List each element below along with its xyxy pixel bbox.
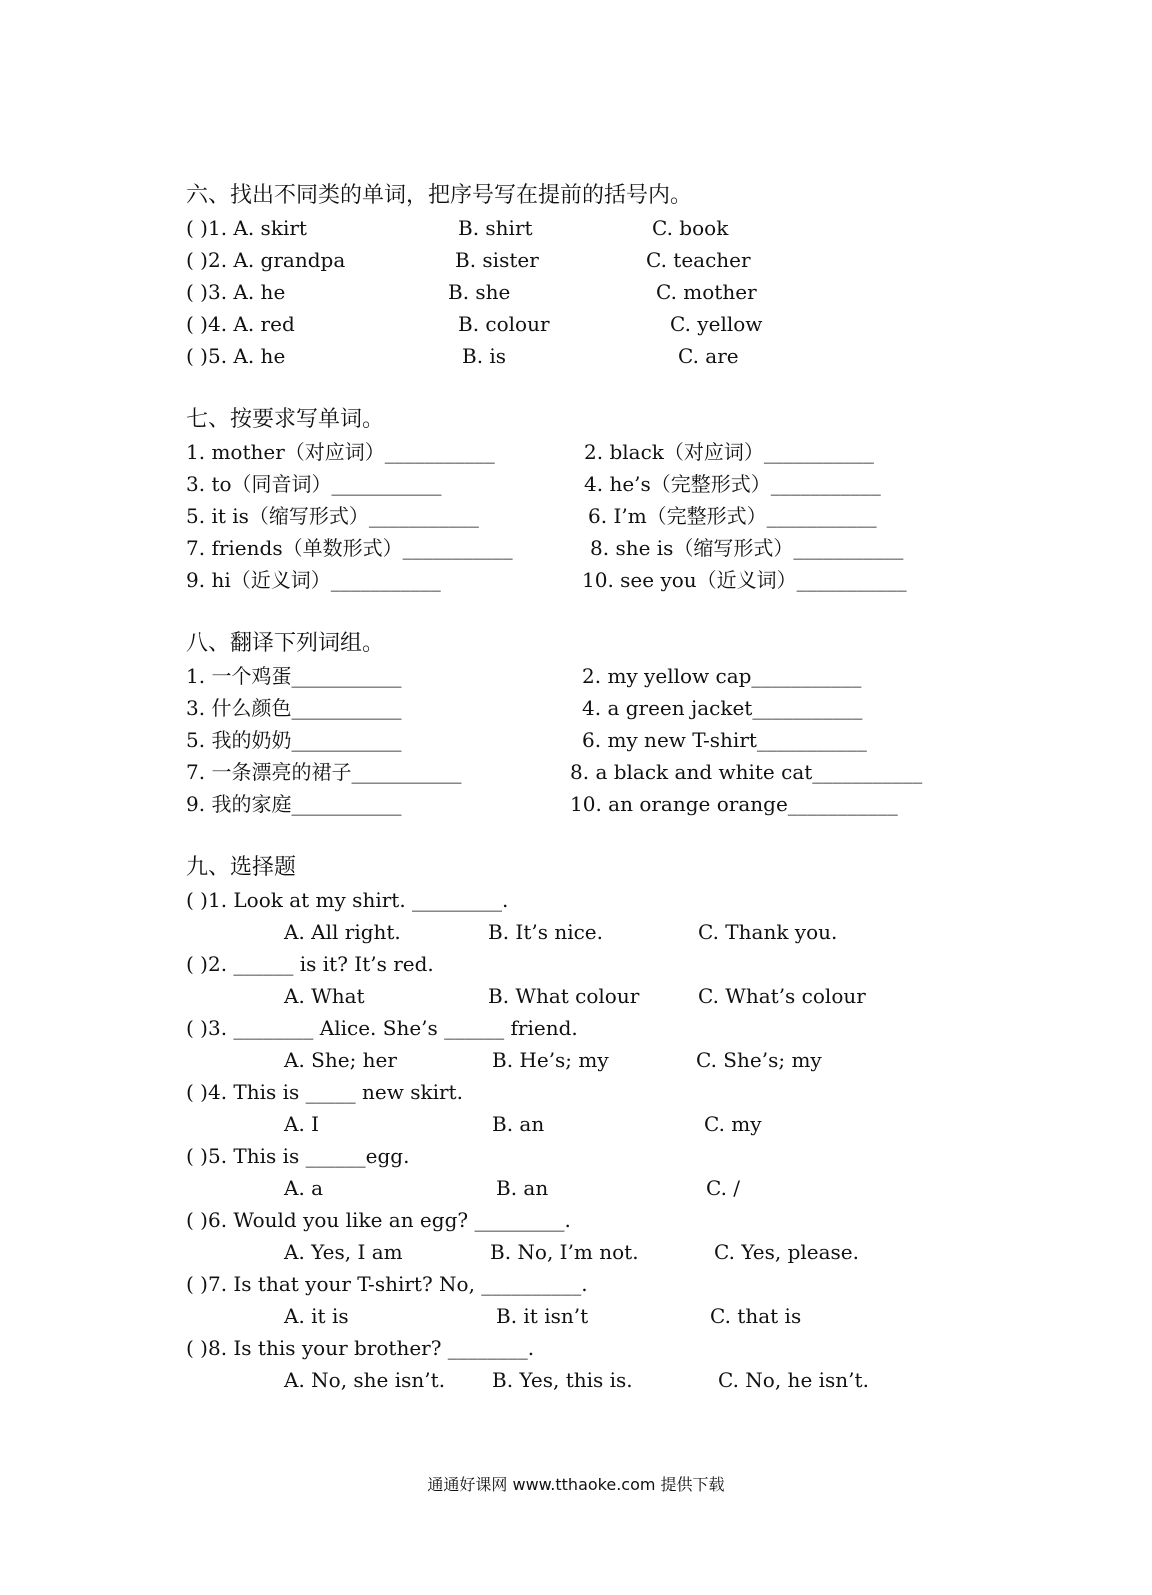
option-c: C. Thank you. [698, 920, 838, 944]
item-left: 1. 一个鸡蛋___________ [186, 664, 402, 688]
option-c: C. Yes, please. [714, 1240, 859, 1264]
question-text: ( )7. Is that your T-shirt? No, __________. [186, 1272, 588, 1296]
option-b: B. No, I’m not. [490, 1240, 639, 1264]
item-left: 5. 我的奶奶___________ [186, 728, 402, 752]
item-right: 4. a green jacket___________ [582, 696, 863, 720]
option-c: C. What’s colour [698, 984, 866, 1008]
item-right: 6. I’m（完整形式）___________ [588, 504, 877, 528]
options-row [186, 1364, 1086, 1396]
section-7 [186, 404, 1086, 596]
option-c: C. / [706, 1176, 741, 1200]
item-left: 1. mother（对应词）___________ [186, 440, 495, 464]
options-row [186, 1044, 1086, 1076]
options-row [186, 1172, 1086, 1204]
item-left: 9. 我的家庭___________ [186, 792, 402, 816]
option-a: A. Yes, I am [284, 1240, 403, 1264]
option-b: B. sister [455, 248, 539, 272]
option-a: A. No, she isn’t. [284, 1368, 446, 1392]
item-left: 5. it is（缩写形式）___________ [186, 504, 479, 528]
question-text: ( )5. A. he [186, 344, 286, 368]
option-c: C. that is [710, 1304, 802, 1328]
question-text: ( )8. Is this your brother? ________. [186, 1336, 535, 1360]
question-text: ( )2. A. grandpa [186, 248, 346, 272]
question-text: ( )4. A. red [186, 312, 295, 336]
options-row [186, 1300, 1086, 1332]
list-item [186, 788, 1086, 820]
question [186, 1076, 1086, 1108]
item-right: 4. he’s（完整形式）___________ [584, 472, 881, 496]
option-c: C. No, he isn’t. [718, 1368, 869, 1392]
option-b: B. an [492, 1112, 545, 1136]
item-right: 8. she is（缩写形式）___________ [590, 536, 904, 560]
item-left: 9. hi（近义词）___________ [186, 568, 441, 592]
item-right: 6. my new T-shirt___________ [582, 728, 867, 752]
section-8 [186, 628, 1086, 820]
item-left: 3. 什么颜色___________ [186, 696, 402, 720]
item-right: 2. my yellow cap___________ [582, 664, 862, 688]
option-b: B. it isn’t [496, 1304, 589, 1328]
option-c: C. teacher [646, 248, 751, 272]
list-item [186, 724, 1086, 756]
option-c: C. She’s; my [696, 1048, 822, 1072]
question [186, 1012, 1086, 1044]
section-6 [186, 180, 1086, 372]
options-row [186, 916, 1086, 948]
list-item [186, 340, 1086, 372]
question [186, 948, 1086, 980]
section-9 [186, 852, 1086, 1396]
option-c: C. mother [656, 280, 757, 304]
item-right: 2. black（对应词）___________ [584, 440, 874, 464]
item-right: 10. see you（近义词）___________ [582, 568, 907, 592]
option-c: C. my [704, 1112, 762, 1136]
option-b: B. It’s nice. [488, 920, 603, 944]
option-a: A. I [284, 1112, 320, 1136]
options-row [186, 1236, 1086, 1268]
item-left: 7. friends（单数形式）___________ [186, 536, 513, 560]
question-text: ( )1. A. skirt [186, 216, 307, 240]
list-item [186, 564, 1086, 596]
list-item [186, 500, 1086, 532]
option-a: A. She; her [284, 1048, 397, 1072]
question [186, 1268, 1086, 1300]
question [186, 1140, 1086, 1172]
item-right: 8. a black and white cat___________ [570, 760, 923, 784]
option-b: B. colour [458, 312, 550, 336]
footer-text: 通通好课网 www.tthaoke.com 提供下载 [427, 1475, 725, 1494]
list-item [186, 532, 1086, 564]
list-item [186, 212, 1086, 244]
question [186, 884, 1086, 916]
option-c: C. book [652, 216, 729, 240]
question-text: ( )3. A. he [186, 280, 286, 304]
section-8-title: 八、翻译下列词组。 [186, 631, 385, 656]
list-item [186, 276, 1086, 308]
option-c: C. are [678, 344, 739, 368]
list-item [186, 308, 1086, 340]
section-6-title: 六、找出不同类的单词，把序号写在提前的括号内。 [186, 183, 693, 208]
option-b: B. He’s; my [492, 1048, 609, 1072]
list-item [186, 468, 1086, 500]
option-c: C. yellow [670, 312, 763, 336]
question-text: ( )5. This is ______egg. [186, 1144, 410, 1168]
question-text: ( )2. ______ is it? It’s red. [186, 952, 434, 976]
question [186, 1332, 1086, 1364]
option-a: A. What [284, 984, 365, 1008]
option-a: A. All right. [284, 920, 401, 944]
option-b: B. she [448, 280, 511, 304]
option-b: B. is [462, 344, 507, 368]
option-a: A. it is [284, 1304, 349, 1328]
question [186, 1204, 1086, 1236]
item-left: 3. to（同音词）___________ [186, 472, 442, 496]
list-item [186, 692, 1086, 724]
section-9-title: 九、选择题 [186, 855, 297, 880]
question-text: ( )3. ________ Alice. She’s ______ friend. [186, 1016, 578, 1040]
section-7-title: 七、按要求写单词。 [186, 407, 385, 432]
list-item [186, 436, 1086, 468]
question-text: ( )1. Look at my shirt. _________. [186, 888, 509, 912]
list-item [186, 244, 1086, 276]
options-row [186, 980, 1086, 1012]
option-b: B. What colour [488, 984, 640, 1008]
question-text: ( )4. This is _____ new skirt. [186, 1080, 463, 1104]
list-item [186, 660, 1086, 692]
options-row [186, 1108, 1086, 1140]
option-b: B. Yes, this is. [492, 1368, 633, 1392]
list-item [186, 756, 1086, 788]
item-left: 7. 一条漂亮的裙子___________ [186, 760, 462, 784]
question-text: ( )6. Would you like an egg? _________. [186, 1208, 571, 1232]
item-right: 10. an orange orange___________ [570, 792, 898, 816]
option-b: B. an [496, 1176, 549, 1200]
option-b: B. shirt [458, 216, 533, 240]
option-a: A. a [284, 1176, 324, 1200]
